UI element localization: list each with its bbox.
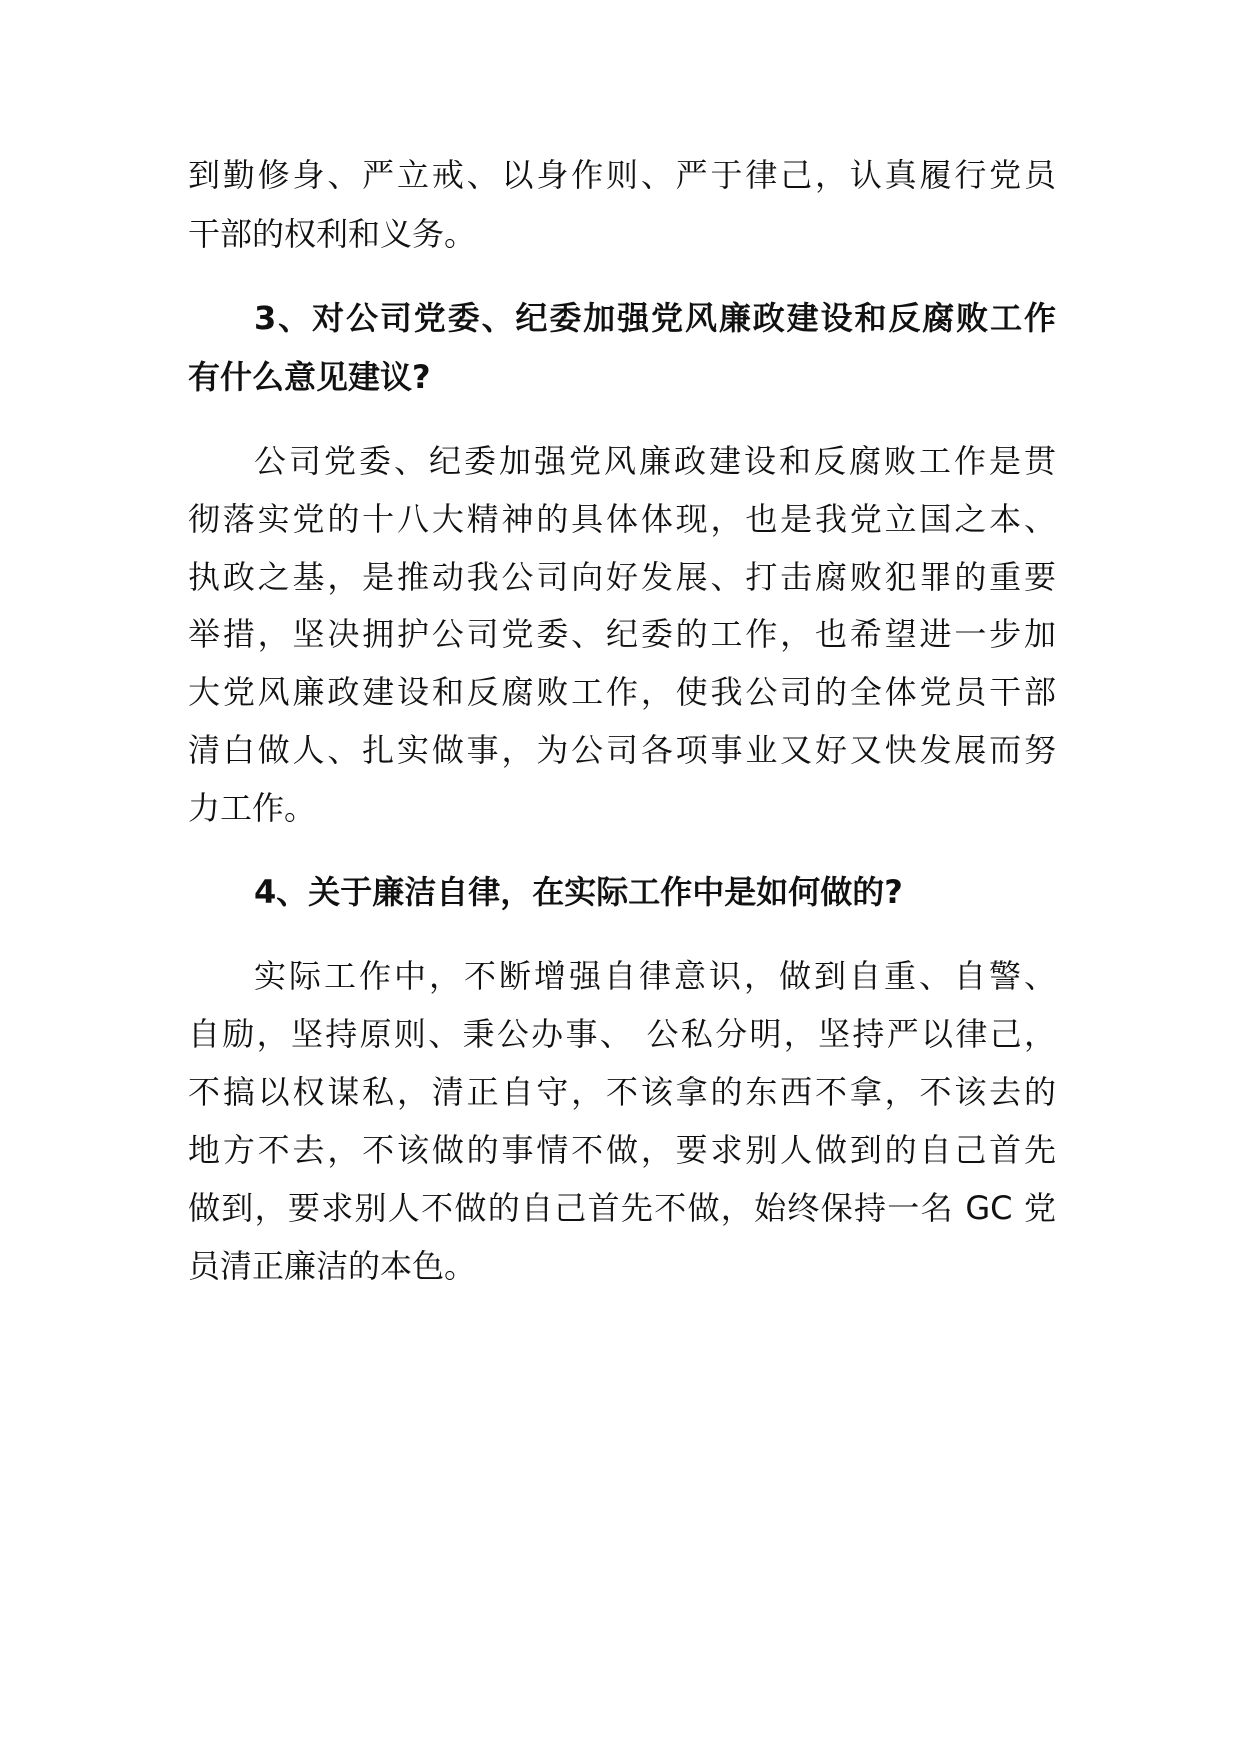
text-line: 力工作。 xyxy=(188,789,317,827)
text-line: 干部的权利和义务。 xyxy=(188,215,477,253)
text-line: 到勤修身、严立戒、以身作则、严于律己，认真履行党员 xyxy=(188,156,1056,194)
heading-line: 有什么意见建议? xyxy=(188,358,431,396)
text-line: 实际工作中，不断增强自律意识，做到自重、自警、 xyxy=(254,957,1056,995)
text-line: 自励，坚持原则、秉公办事、 公私分明，坚持严以律己， xyxy=(188,1015,1056,1053)
text-line: 公司党委、纪委加强党风廉政建设和反腐败工作是贯 xyxy=(254,442,1056,480)
text-line: 做到，要求别人不做的自己首先不做，始终保持一名 GC 党 xyxy=(188,1189,1056,1227)
text-line: 地方不去，不该做的事情不做，要求别人做到的自己首先 xyxy=(188,1131,1056,1169)
text-line: 不搞以权谋私，清正自守，不该拿的东西不拿，不该去的 xyxy=(188,1073,1056,1111)
heading-line: 3、对公司党委、纪委加强党风廉政建设和反腐败工作 xyxy=(254,299,1056,337)
text-line: 彻落实党的十八大精神的具体体现，也是我党立国之本、 xyxy=(188,500,1056,538)
text-line: 大党风廉政建设和反腐败工作，使我公司的全体党员干部 xyxy=(188,673,1056,711)
text-line: 清白做人、扎实做事，为公司各项事业又好又快发展而努 xyxy=(188,731,1056,769)
text-line: 执政之基，是推动我公司向好发展、打击腐败犯罪的重要 xyxy=(188,558,1056,596)
text-line: 员清正廉洁的本色。 xyxy=(188,1247,477,1285)
text-line: 举措，坚决拥护公司党委、纪委的工作，也希望进一步加 xyxy=(188,615,1056,653)
heading-line: 4、关于廉洁自律，在实际工作中是如何做的? xyxy=(254,873,903,911)
